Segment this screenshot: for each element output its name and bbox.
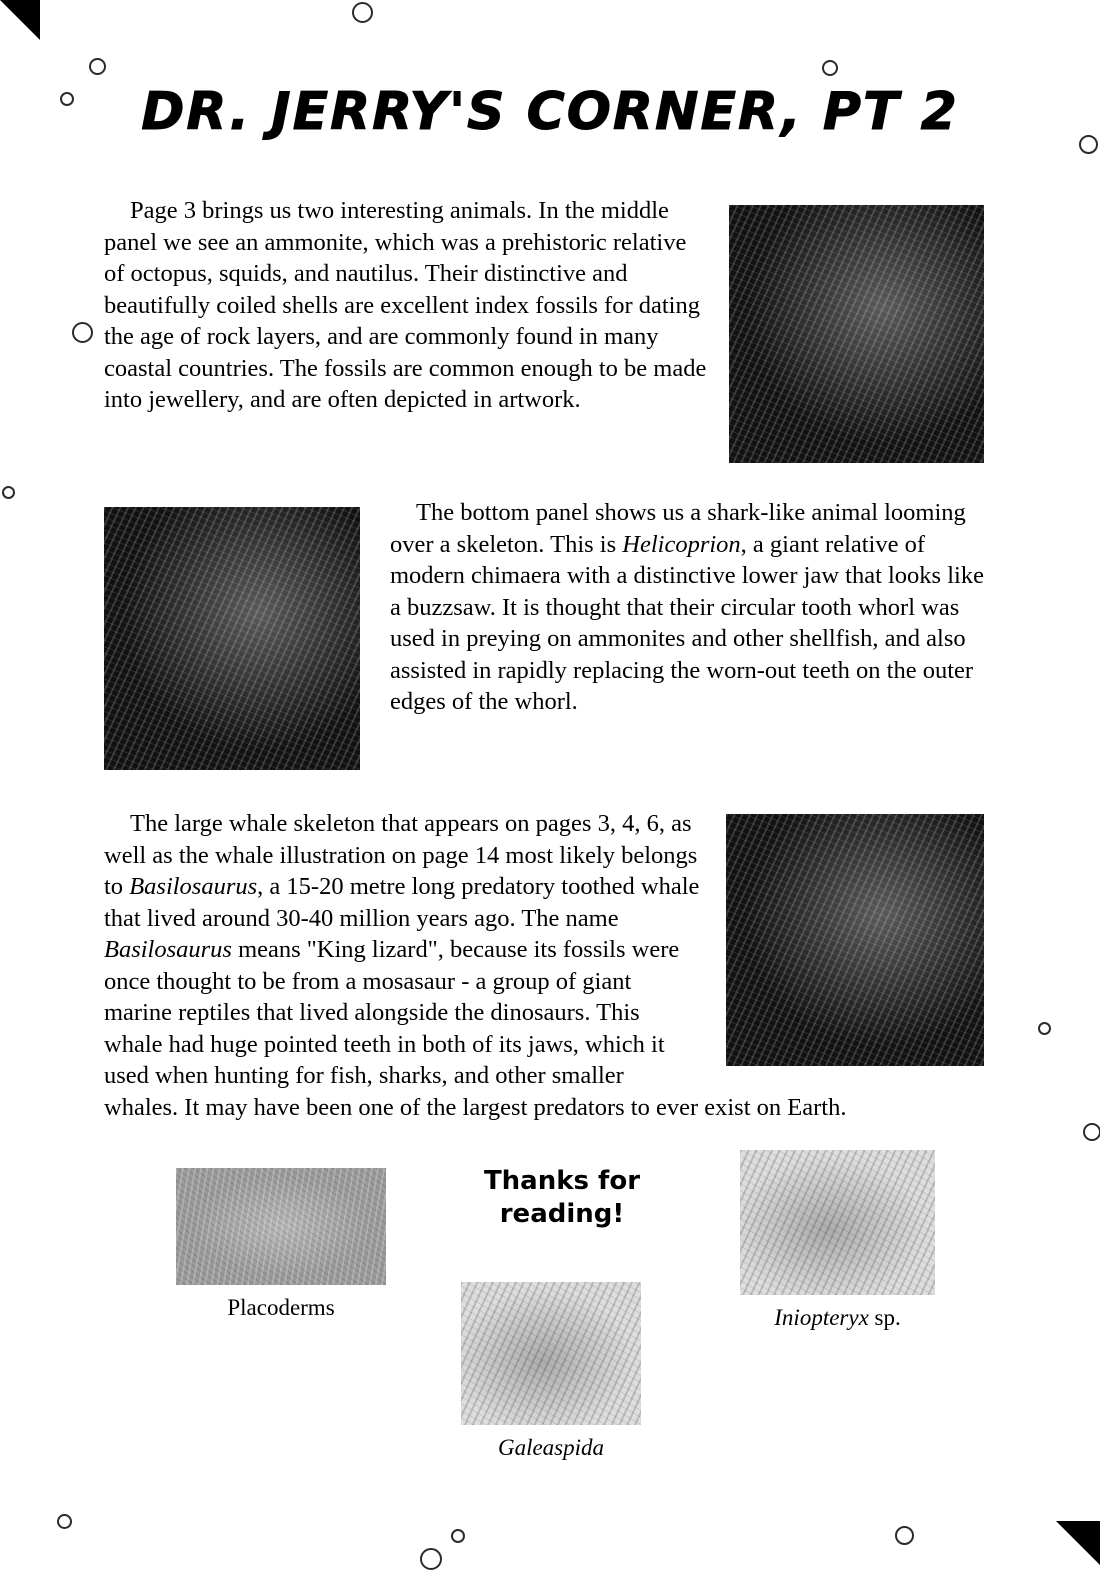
taxon-galeaspida: Galeaspida (497, 1435, 605, 1460)
paragraph-3-part-a: The large whale skeleton that appears on pages 3, 4, 6, as well as the whale illustration on page 14 most likely belongs to (104, 810, 698, 900)
bubble-icon (352, 2, 373, 23)
page-title: DR. JERRY'S CORNER, PT 2 (141, 82, 959, 142)
taxon-basilosaurus-1: Basilosaurus (129, 873, 258, 900)
bubble-icon (1038, 1022, 1051, 1035)
galeaspida-figure (461, 1282, 641, 1425)
section-helicoprion (104, 497, 984, 780)
gallery (0, 1140, 1100, 1540)
taxon-basilosaurus-2: Basilosaurus (104, 936, 232, 963)
section-ammonite (104, 195, 984, 471)
bubble-icon (420, 1548, 442, 1570)
paragraph-3-part-b: , a 15-20 metre long predatory toothed whale that lived around 30-40 million years ago. The name (104, 873, 700, 932)
gallery-caption-placoderms: Placoderms (227, 1295, 335, 1320)
gallery-caption-iniopteryx (740, 1305, 935, 1331)
paragraph-2-part-b: , a giant relative of modern chimaera with a distinctive lower jaw that looks like a buzzsaw. It is thought that their circular tooth whorl was used in preying on ammonites and other shellfish, and also assisted in rapidly replacing the worn-out teeth on the outer edges of the whorl. (390, 530, 984, 715)
paragraph-1: Page 3 brings us two interesting animals. In the middle panel we see an ammonite, which was a prehistoric relative of octopus, squids, and nautilus. Their distinctive and beautifully coiled shells are excellent index fossils for dating the age of rock layers, and are commonly found in many coastal countries. The fossils are common enough to be made into jewellery, and are often depicted in artwork. (104, 197, 707, 413)
page-corner-top-left (0, 0, 40, 40)
bubble-icon (2, 486, 15, 499)
section-ammonite-text (104, 195, 707, 416)
gallery-item-galeaspida (461, 1282, 641, 1461)
section-basilosaurus (104, 808, 984, 1123)
placoderm-figure (176, 1168, 386, 1285)
shark-figure (104, 507, 360, 770)
whale-figure (726, 814, 984, 1066)
gallery-caption-galeaspida (461, 1435, 641, 1461)
paragraph-2 (390, 497, 984, 718)
paragraph-2-part-a: The bottom panel shows us a shark-like animal looming over a skeleton. This is (390, 499, 966, 558)
ammonite-figure (729, 205, 984, 463)
taxon-helicoprion: Helicoprion (622, 530, 741, 558)
bubble-icon (72, 322, 93, 343)
gallery-item-iniopteryx (740, 1150, 935, 1331)
bubble-icon (1083, 1123, 1100, 1141)
section-helicoprion-text (390, 497, 984, 718)
gallery-caption-iniopteryx-suffix: sp. (868, 1305, 901, 1330)
bubble-icon (822, 60, 838, 76)
bubble-icon (89, 58, 106, 75)
gallery-item-placoderms (176, 1168, 386, 1321)
article-body (104, 195, 984, 1123)
thanks-note: Thanks for reading! (483, 1166, 641, 1229)
taxon-iniopteryx: Iniopteryx (774, 1305, 869, 1330)
iniopteryx-figure (740, 1150, 935, 1295)
paragraph-3-part-c: means "King lizard", because its fossils were once thought to be from a mosasaur - a group of giant marine reptiles that lived alongside the dinosaurs. This whale had huge pointed teeth in both of its jaws, which it used when hunting for fish, sharks, and other smaller whales. It may have been one of the largest predators to ever exist on Earth. (104, 936, 847, 1121)
